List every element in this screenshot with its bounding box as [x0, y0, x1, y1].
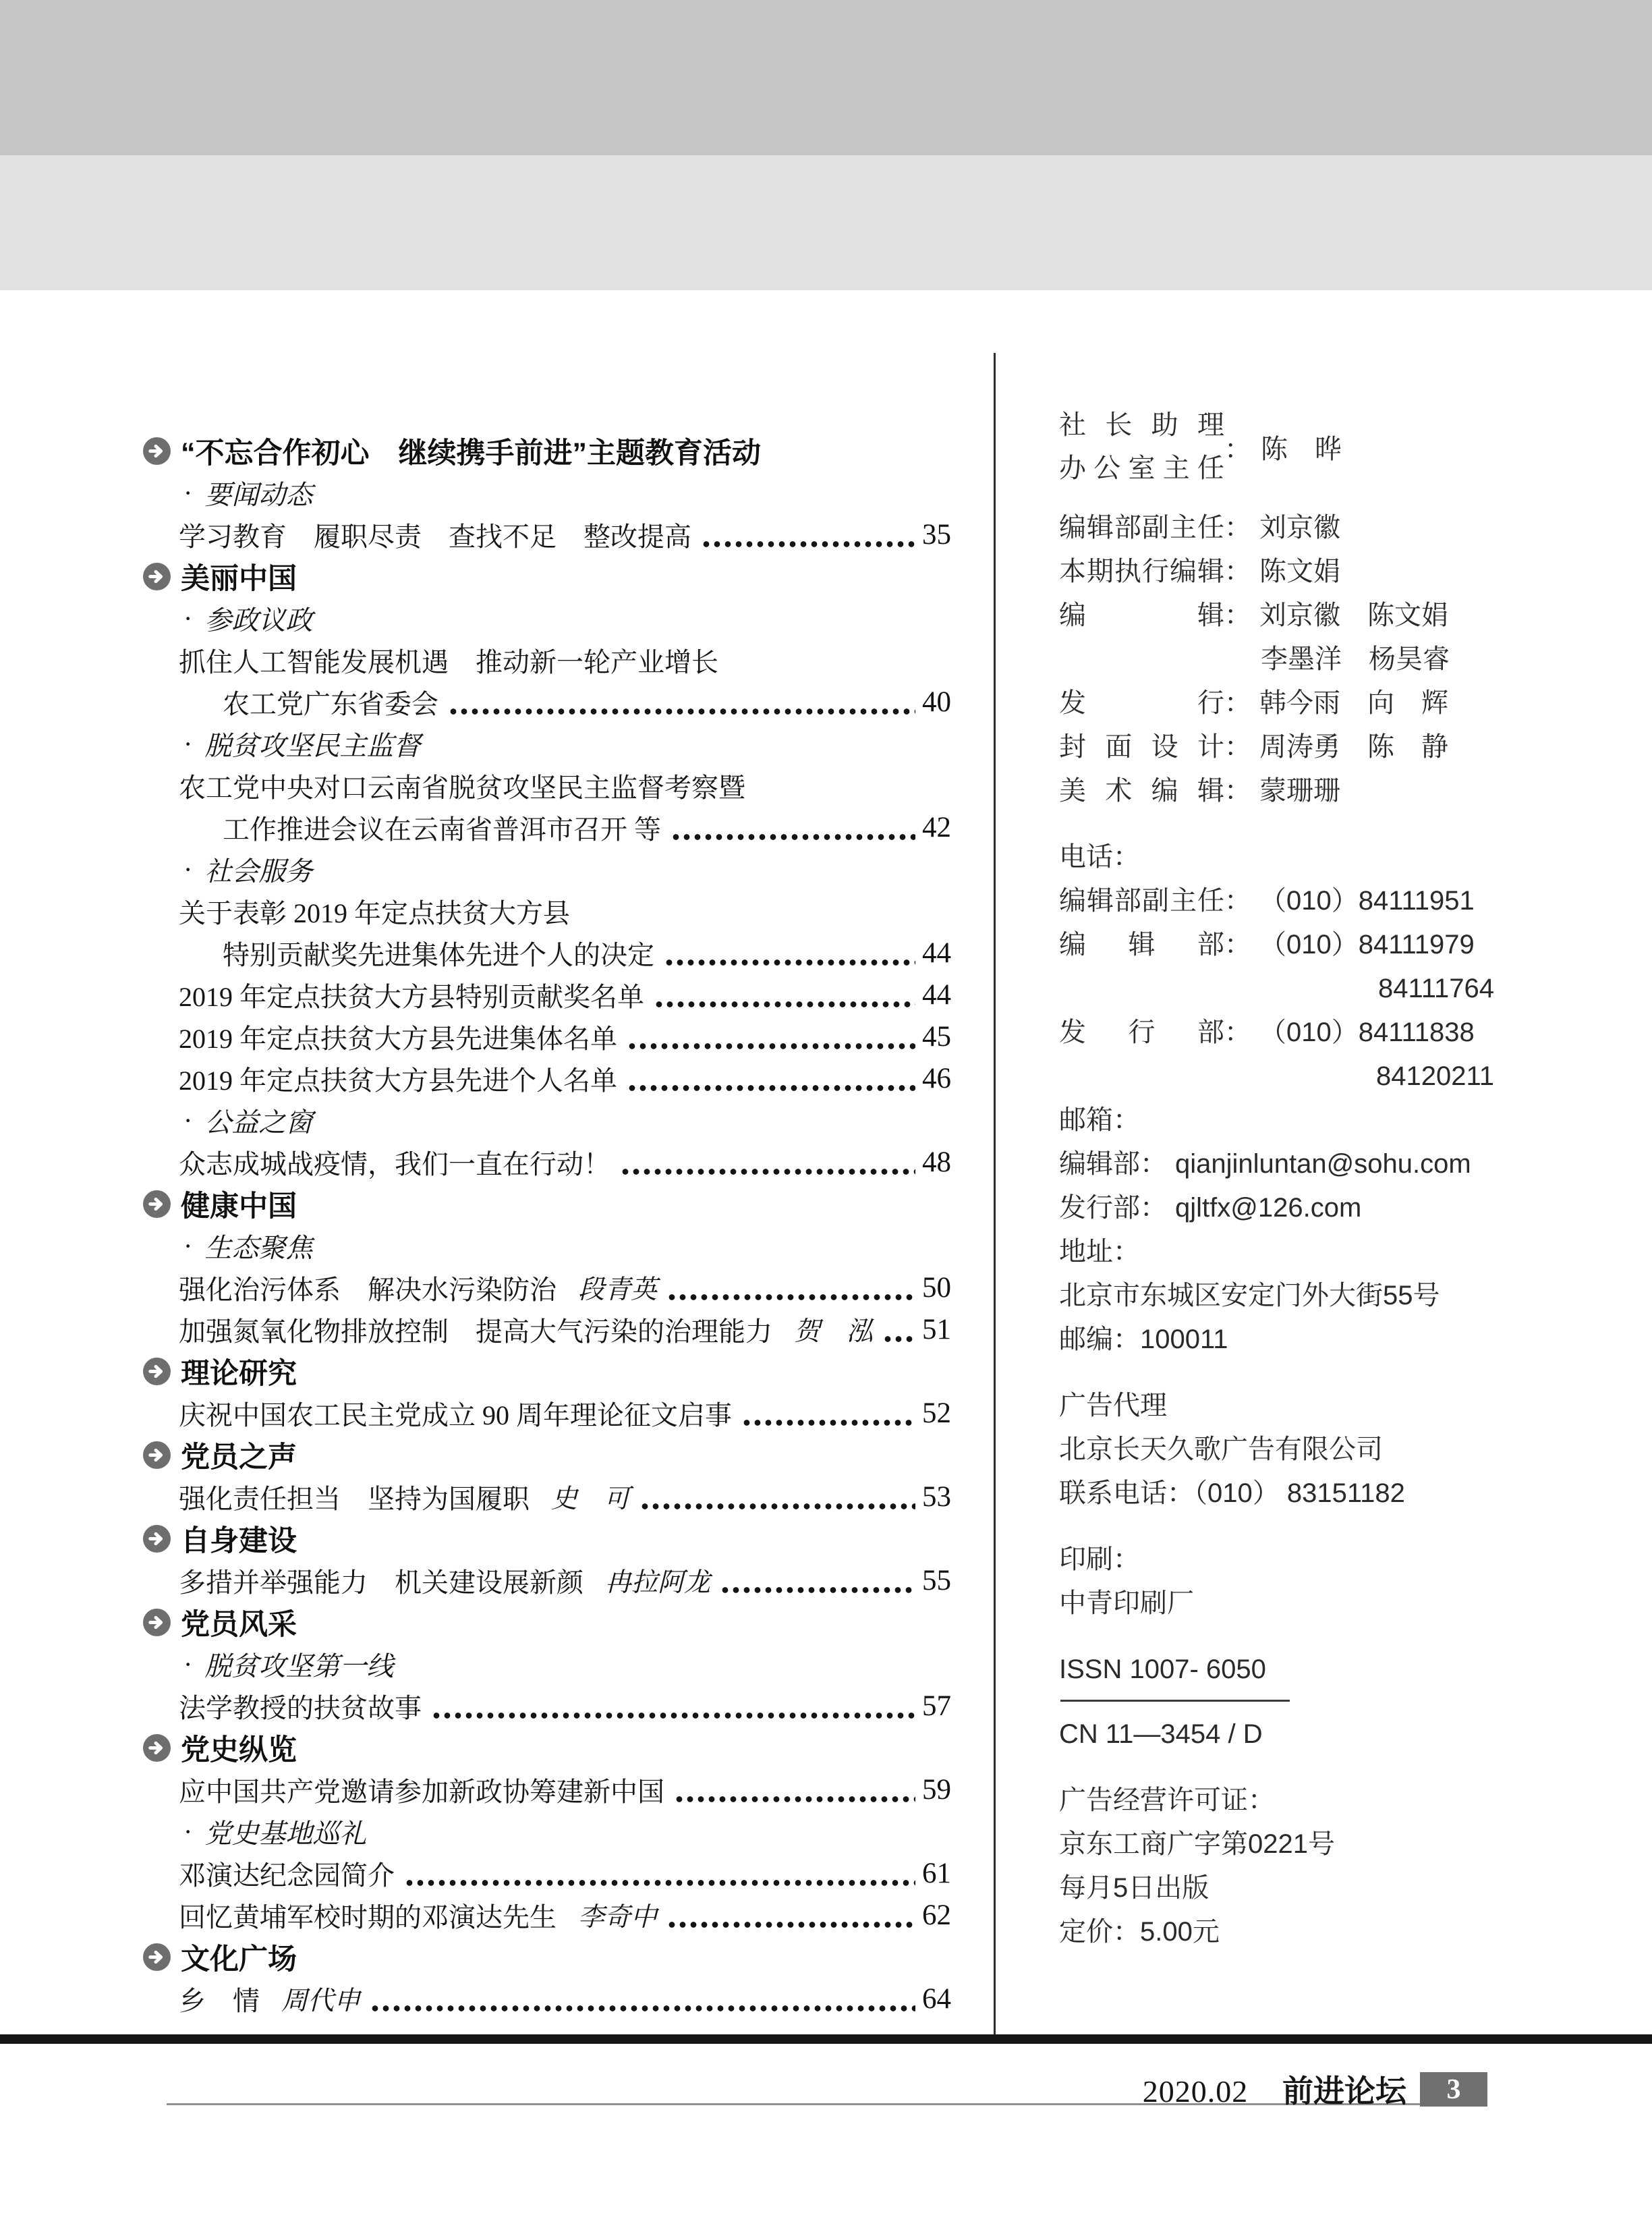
- toc-page-number: 42: [922, 811, 951, 843]
- masthead-label: 发行: [1059, 688, 1224, 718]
- bullet-dot-icon: ·: [183, 1105, 193, 1136]
- masthead-colon: ：: [1224, 557, 1251, 586]
- toc-entry: [143, 597, 951, 639]
- bullet-dot-icon: ·: [183, 728, 193, 759]
- toc-section-title: 美丽中国: [181, 562, 297, 595]
- toc-entry: [143, 1810, 951, 1852]
- toc-page-number: 55: [922, 1564, 951, 1596]
- toc-entry: [143, 430, 951, 472]
- toc-page-number: 44: [922, 937, 951, 969]
- masthead-contact-group: [1059, 835, 1585, 1362]
- toc-entry-author: 李奇中: [578, 1903, 658, 1932]
- ad-agency-line: 联系电话：（010） 83151182: [1059, 1478, 1405, 1508]
- dot-leader: [370, 2005, 915, 2011]
- dot-leader: [720, 1587, 915, 1593]
- toc-entry-title: 参政议政: [204, 605, 313, 636]
- toc-entry: [143, 1518, 951, 1559]
- dot-leader: [639, 1503, 915, 1509]
- toc-entry: [143, 555, 951, 597]
- toc-entry-title: 众志成城战疫情，我们一直在行动！: [179, 1148, 610, 1179]
- arrow-circle-icon: [143, 1190, 171, 1218]
- masthead-row: [1059, 879, 1585, 923]
- masthead-label: 发行部: [1059, 1193, 1140, 1223]
- bullet-dot-icon: ·: [183, 854, 193, 885]
- toc-page-number: 52: [922, 1397, 951, 1429]
- toc-entry: [143, 848, 951, 890]
- toc-entry-title: 工作推进会议在云南省普洱市召开 等: [223, 814, 661, 845]
- masthead-colon: ：: [1224, 513, 1251, 542]
- masthead-continuation-line: 84111764: [1377, 974, 1494, 1003]
- toc-entry: [143, 806, 951, 848]
- printing-line: 中青印刷厂: [1059, 1588, 1194, 1618]
- toc-entry: [143, 1727, 951, 1769]
- toc-entry-title: 乡 情: [179, 1985, 260, 2016]
- masthead-row: [1059, 506, 1585, 550]
- dot-leader: [404, 1880, 915, 1886]
- masthead-colon: ：: [1224, 688, 1251, 718]
- masthead-issn-group: [1059, 1648, 1585, 1756]
- address-line: 北京市东城区安定门外大街55号: [1059, 1281, 1440, 1310]
- masthead-row: [1059, 923, 1585, 967]
- toc-entry: [143, 1350, 951, 1392]
- cn-line: CN 11—3454 / D: [1059, 1719, 1263, 1749]
- toc-entry: [143, 764, 951, 806]
- masthead-value: （010）84111838: [1259, 1018, 1475, 1047]
- masthead-value: 周涛勇 陈 静: [1259, 732, 1448, 762]
- masthead-row: [1059, 725, 1585, 769]
- masthead-colon: ：: [1224, 930, 1251, 959]
- toc-entry-title: 特别贡献奖先进集体先进个人的决定: [223, 939, 654, 970]
- director-labels: [1059, 404, 1224, 490]
- masthead-label: 编辑部: [1059, 1149, 1140, 1179]
- masthead-row: [1059, 681, 1585, 725]
- arrow-circle-icon: [143, 563, 171, 590]
- top-band-light: [0, 155, 1652, 290]
- masthead-colon: ：: [1140, 1149, 1167, 1179]
- masthead-value: （010）84111979: [1259, 930, 1475, 959]
- toc-page-number: 45: [922, 1020, 951, 1053]
- dot-leader: [654, 1001, 915, 1007]
- footer-text: [944, 2067, 1406, 2111]
- toc-entry-title: 农工党广东省委会: [223, 688, 438, 719]
- toc-entry-title: 多措并举强能力 机关建设展新颜: [179, 1567, 583, 1598]
- toc-entry: [143, 1978, 951, 2020]
- toc-section-title: 党员之声: [181, 1441, 297, 1474]
- printing-line: 印刷：: [1059, 1545, 1140, 1574]
- toc-entry-title: 应中国共产党邀请参加新政协筹建新中国: [179, 1776, 664, 1807]
- masthead-value: qianjinluntan@sohu.com: [1175, 1149, 1471, 1179]
- toc-entry-author: 周代申: [281, 1986, 361, 2015]
- toc-page-number: 59: [922, 1773, 951, 1806]
- toc-entry: [143, 1476, 951, 1518]
- masthead-row: [1059, 1186, 1585, 1230]
- arrow-circle-icon: [143, 1943, 171, 1971]
- toc-entry: [143, 513, 951, 555]
- toc-entry: [143, 472, 951, 513]
- toc-entry: [143, 890, 951, 932]
- toc-page-number: 51: [922, 1313, 951, 1345]
- toc-section-title: 自身建设: [181, 1524, 297, 1557]
- toc-page-number: 53: [922, 1480, 951, 1513]
- masthead-continuation-line: 84120211: [1376, 1061, 1494, 1091]
- toc-entry: [143, 932, 951, 974]
- masthead-colon: ：: [1224, 886, 1251, 916]
- masthead-label: 编辑部副主任: [1059, 513, 1224, 542]
- toc-page-number: 35: [922, 518, 951, 551]
- bullet-dot-icon: ·: [183, 1816, 193, 1847]
- masthead-row: [1059, 1011, 1585, 1055]
- dot-leader: [448, 708, 915, 715]
- dot-leader: [674, 1796, 915, 1802]
- toc-entry: [143, 1183, 951, 1225]
- toc-entry: [143, 1601, 951, 1643]
- page-number-box: [1420, 2072, 1487, 2107]
- toc-page-number: 46: [922, 1062, 951, 1094]
- address-heading: 地址：: [1059, 1237, 1140, 1267]
- toc-page-number: 61: [922, 1857, 951, 1889]
- masthead-label: 编辑部: [1059, 930, 1224, 959]
- column-divider-line: [994, 353, 996, 2036]
- toc-entry-title: 回忆黄埔军校时期的邓演达先生: [179, 1901, 557, 1932]
- toc-entry-title: 2019 年定点扶贫大方县先进集体名单: [179, 1023, 617, 1054]
- arrow-circle-icon: [143, 1441, 171, 1469]
- toc-entry: [143, 639, 951, 681]
- bullet-dot-icon: ·: [183, 1230, 193, 1261]
- masthead-label: 编辑: [1059, 601, 1224, 630]
- masthead-continuation-line: 李墨洋 杨昊睿: [1261, 644, 1450, 674]
- ad-agency-line: 北京长天久歌广告有限公司: [1059, 1435, 1383, 1464]
- masthead-ad-group: [1059, 1384, 1585, 1515]
- bullet-dot-icon: ·: [183, 603, 193, 634]
- masthead-row: [1059, 594, 1585, 638]
- toc-entry-title: 2019 年定点扶贫大方县特别贡献奖名单: [179, 981, 644, 1012]
- toc-entry: [143, 1559, 951, 1601]
- toc-entry: [143, 723, 951, 764]
- masthead-value: 蒙珊珊: [1259, 776, 1340, 806]
- toc-entry: [143, 1141, 951, 1183]
- dot-leader: [701, 541, 915, 547]
- license-line: 广告经营许可证：: [1059, 1785, 1275, 1815]
- toc-entry: [143, 1057, 951, 1099]
- masthead-label: 本期执行编辑: [1059, 557, 1224, 586]
- license-line: 京东工商广字第0221号: [1059, 1829, 1335, 1859]
- dot-leader: [664, 959, 915, 966]
- license-line: 每月5日出版: [1059, 1873, 1209, 1903]
- toc-entry: [143, 1852, 951, 1894]
- masthead-row: [1059, 1142, 1585, 1186]
- toc-entry-author: 段青英: [578, 1275, 658, 1304]
- toc-entry-author: 冉拉阿龙: [605, 1568, 711, 1597]
- toc-section-title: “不忘合作初心 继续携手前进”主题教育活动: [181, 437, 761, 470]
- footer-issue: 2020.02: [1142, 2074, 1249, 2109]
- bottom-black-bar: [0, 2034, 1652, 2044]
- director-colon: ：: [1224, 434, 1251, 464]
- director-value: 陈 晔: [1261, 434, 1342, 464]
- toc-entry: [143, 1225, 951, 1267]
- toc-entry-title: 脱贫攻坚民主监督: [204, 730, 421, 761]
- dot-leader: [666, 1922, 915, 1928]
- phone-heading: 电话：: [1059, 842, 1140, 872]
- masthead-row: [1059, 769, 1585, 813]
- toc-entry: [143, 681, 951, 723]
- toc-section-title: 党史纵览: [181, 1733, 297, 1766]
- arrow-circle-icon: [143, 1525, 171, 1553]
- dot-leader: [882, 1336, 915, 1342]
- toc-entry-author: 贺 泓: [794, 1317, 874, 1346]
- director-label-line1: 社长助理: [1059, 410, 1224, 440]
- toc-entry-title: 抓住人工智能发展机遇 推动新一轮产业增长: [179, 646, 718, 677]
- toc-page-number: 57: [922, 1690, 951, 1722]
- dot-leader: [666, 1294, 915, 1300]
- toc-entry-title: 社会服务: [204, 856, 313, 887]
- top-band-dark: [0, 0, 1652, 155]
- toc-section-title: 文化广场: [181, 1943, 297, 1976]
- masthead-colon: ：: [1224, 601, 1251, 630]
- toc-page-number: 62: [922, 1899, 951, 1931]
- toc-entry: [143, 1936, 951, 1978]
- masthead-row: [1059, 550, 1585, 594]
- toc-page-number: 50: [922, 1271, 951, 1304]
- toc-entry: [143, 1769, 951, 1810]
- dot-leader: [741, 1420, 915, 1426]
- toc-entry-title: 2019 年定点扶贫大方县先进个人名单: [179, 1065, 617, 1096]
- masthead-label: 发行部: [1059, 1018, 1224, 1047]
- toc-entry-title: 要闻动态: [204, 479, 313, 510]
- toc-entry: [143, 1015, 951, 1057]
- toc-entry-title: 庆祝中国农工民主党成立 90 周年理论征文启事: [179, 1399, 732, 1430]
- issn-underline: [1060, 1700, 1290, 1702]
- address-line: 邮编：100011: [1059, 1325, 1228, 1354]
- toc-entry-title: 学习教育 履职尽责 查找不足 整改提高: [179, 521, 691, 552]
- toc-section-title: 理论研究: [181, 1357, 297, 1390]
- arrow-circle-icon: [143, 437, 171, 465]
- toc-section-title: 健康中国: [181, 1190, 297, 1223]
- page-number: 3: [1446, 2074, 1461, 2105]
- director-label-line2: 办公室主任: [1059, 453, 1224, 483]
- toc-entry-title: 加强氮氧化物排放控制 提高大气污染的治理能力: [179, 1316, 772, 1347]
- dot-leader: [431, 1713, 915, 1719]
- toc-page-number: 40: [922, 686, 951, 718]
- ad-agency-line: 广告代理: [1059, 1391, 1167, 1420]
- toc-entry-title: 强化治污体系 解决水污染防治: [179, 1274, 557, 1305]
- masthead-colon: ：: [1224, 1018, 1251, 1047]
- toc-entry: [143, 974, 951, 1015]
- masthead-value: 陈文娟: [1259, 557, 1340, 586]
- email-heading: 邮箱：: [1059, 1105, 1140, 1135]
- toc-entry-title: 党史基地巡礼: [204, 1818, 367, 1849]
- toc-entry-title: 法学教授的扶贫故事: [179, 1692, 422, 1723]
- masthead-label: 封面设计: [1059, 732, 1224, 762]
- toc-page-number: 48: [922, 1146, 951, 1178]
- dot-leader: [620, 1169, 915, 1175]
- toc-entry: [143, 1685, 951, 1727]
- masthead-colon: ：: [1224, 732, 1251, 762]
- toc-entry: [143, 1434, 951, 1476]
- masthead: [1059, 404, 1585, 1954]
- dot-leader: [671, 834, 915, 840]
- toc-list: [143, 430, 951, 2020]
- license-line: 定价：5.00元: [1059, 1917, 1220, 1947]
- toc-entry: [143, 1392, 951, 1434]
- dot-leader: [627, 1085, 915, 1091]
- toc-entry-title: 强化责任担当 坚持为国履职: [179, 1483, 530, 1514]
- toc-page-number: 64: [922, 1982, 951, 2015]
- arrow-circle-icon: [143, 1358, 171, 1385]
- toc-entry-title: 脱贫攻坚第一线: [204, 1650, 394, 1681]
- masthead-colon: ：: [1224, 776, 1251, 806]
- footer-magazine-name: 前进论坛: [1282, 2074, 1406, 2109]
- toc-entry-author: 史 可: [551, 1484, 631, 1513]
- masthead-staff-group: [1059, 506, 1585, 813]
- toc-entry-title: 农工党中央对口云南省脱贫攻坚民主监督考察暨: [179, 772, 745, 803]
- toc-page-number: 44: [922, 978, 951, 1011]
- masthead-value: （010）84111951: [1259, 886, 1475, 916]
- masthead-director-row: [1059, 404, 1585, 490]
- toc-entry-title: 邓演达纪念园简介: [179, 1860, 395, 1891]
- toc-entry: [143, 1308, 951, 1350]
- toc-entry-title: 公益之窗: [204, 1107, 313, 1138]
- arrow-circle-icon: [143, 1609, 171, 1636]
- masthead-value: 韩今雨 向 辉: [1259, 688, 1448, 718]
- masthead-label: 编辑部副主任: [1059, 886, 1224, 916]
- masthead-colon: ：: [1140, 1193, 1167, 1223]
- masthead-label: 美术编辑: [1059, 776, 1224, 806]
- issn-line: ISSN 1007- 6050: [1059, 1654, 1266, 1684]
- toc-entry-title: 关于表彰 2019 年定点扶贫大方县: [179, 897, 570, 928]
- masthead-license-group: [1059, 1779, 1585, 1954]
- toc-section-title: 党员风采: [181, 1608, 297, 1641]
- bullet-dot-icon: ·: [183, 477, 193, 508]
- bullet-dot-icon: ·: [183, 1648, 193, 1679]
- toc-entry: [143, 1267, 951, 1308]
- masthead-value: qjltfx@126.com: [1175, 1193, 1362, 1223]
- toc-entry: [143, 1099, 951, 1141]
- toc-entry: [143, 1643, 951, 1685]
- toc-entry-title: 生态聚焦: [204, 1232, 313, 1263]
- masthead-value: 刘京徽: [1259, 513, 1340, 542]
- dot-leader: [627, 1043, 915, 1049]
- toc-entry: [143, 1894, 951, 1936]
- masthead-print-group: [1059, 1538, 1585, 1625]
- masthead-value: 刘京徽 陈文娟: [1259, 601, 1448, 630]
- arrow-circle-icon: [143, 1734, 171, 1762]
